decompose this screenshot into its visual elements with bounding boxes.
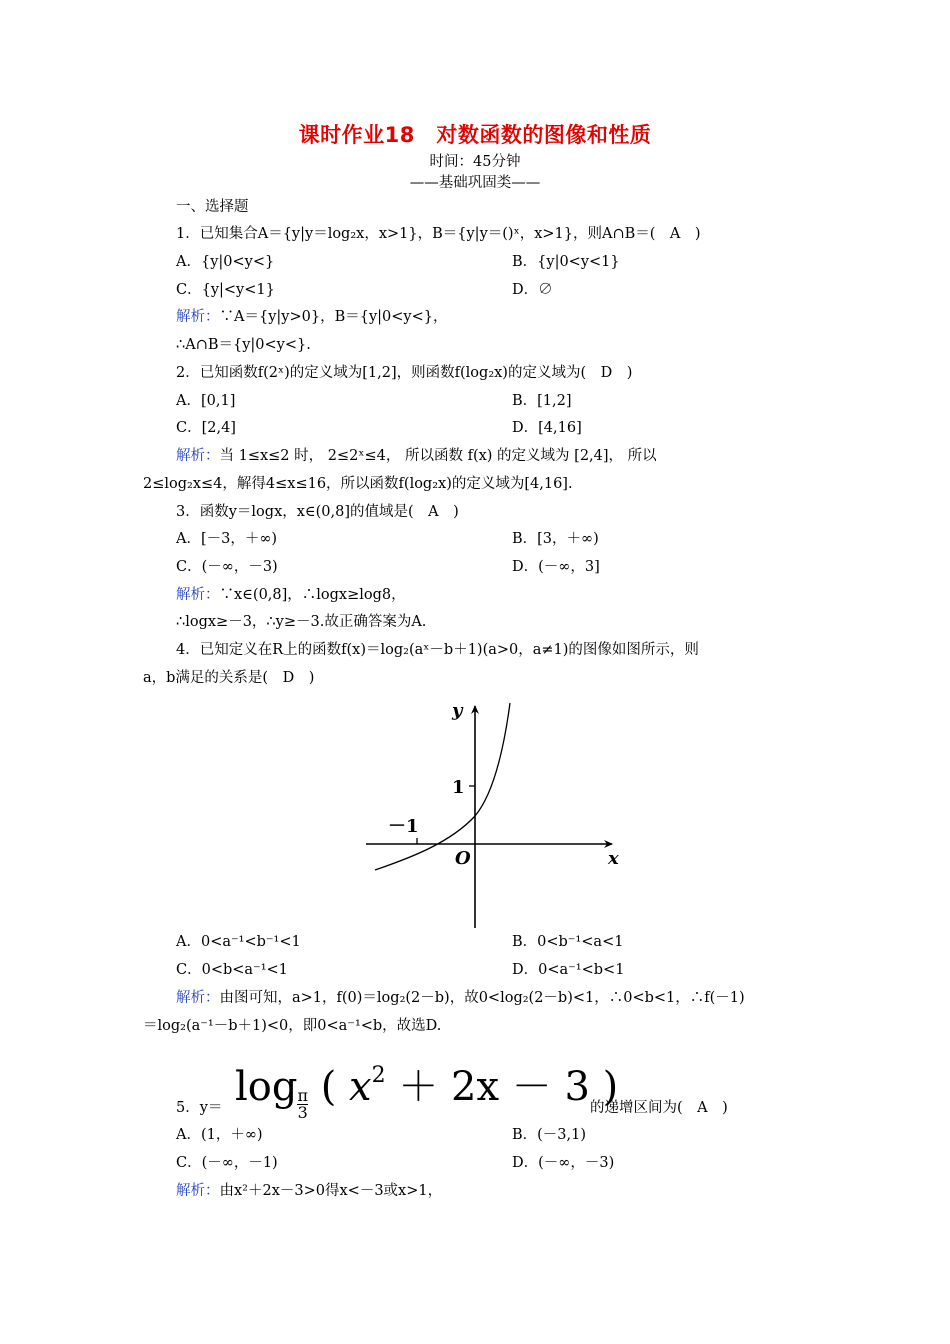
category-heading: ——基础巩固类—— (409, 175, 541, 191)
formula-base-den: 3 (297, 1103, 308, 1122)
q4-analysis-2: ＝log₂(a⁻¹－b＋1)<0，即0<a⁻¹<b，故选D. (143, 1018, 442, 1034)
function-curve (375, 703, 510, 870)
analysis-label: 解析： (176, 448, 220, 464)
q1-stem: 1．已知集合A＝{y|y＝log₂x，x>1}，B＝{y|y＝()ˣ，x>1}，则A∩B＝( A ) (176, 226, 701, 242)
y-axis-label: y (452, 700, 463, 721)
formula-open: ( (320, 1064, 337, 1110)
formula-log: log (235, 1064, 298, 1110)
q3-analysis-text-1: ∵x∈(0,8]，∴logx≥log8， (219, 587, 406, 603)
formula-x: x (349, 1064, 372, 1110)
q4-option-c: C．0<b<a⁻¹<1 (176, 962, 288, 978)
q5-option-c: C．(－∞，－1) (176, 1155, 278, 1171)
formula-base-num: π (297, 1086, 308, 1105)
q1-option-d: D．∅ (512, 282, 553, 298)
section-heading: 一、选择题 (176, 199, 249, 215)
q4-option-a: A．0<a⁻¹<b⁻¹<1 (176, 934, 301, 950)
analysis-label: 解析： (176, 587, 220, 603)
q5-formula (235, 1050, 618, 1121)
q3-stem: 3．函数y＝logx，x∈(0,8]的值域是( A ) (176, 504, 459, 520)
q2-option-c: C．[2,4] (176, 420, 236, 436)
q5-option-b: B．(－3,1) (512, 1127, 587, 1143)
q4-option-b: B．0<b⁻¹<a<1 (512, 934, 624, 950)
analysis-label: 解析： (176, 990, 220, 1006)
q2-option-b: B．[1,2] (512, 393, 572, 409)
q4-stem-2: a，b满足的关系是( D ) (143, 670, 315, 686)
q5-stem-suffix: 的递增区间为( A ) (590, 1100, 728, 1116)
x-axis-label: x (608, 848, 619, 869)
q5-analysis-text-1: 由x²＋2x－3>0得x<－3或x>1， (219, 1183, 443, 1199)
x-tick-label: －1 (388, 816, 419, 837)
q1-analysis-text-1: ∵A＝{y|y>0}，B＝{y|0<y<}， (219, 309, 448, 325)
q4-option-d: D．0<a⁻¹<b<1 (512, 962, 625, 978)
formula-base (297, 1088, 308, 1121)
q2-analysis-text-1: 当 1≤x≤2 时， 2≤2ˣ≤4， 所以函数 f(x) 的定义域为 [2,4]， 所以 (219, 448, 657, 464)
q1-option-a: A．{y|0<y<} (176, 254, 275, 270)
q3-analysis-2: ∴logx≥－3，∴y≥－3.故正确答案为A. (176, 614, 427, 630)
q1-option-b: B．{y|0<y<1} (512, 254, 620, 270)
q3-option-a: A．[－3，＋∞) (176, 531, 278, 547)
q4-stem-1: 4．已知定义在R上的函数f(x)＝log₂(aˣ－b＋1)(a>0，a≠1)的图像如图所示，则 (176, 642, 699, 658)
y-tick-label: 1 (452, 777, 465, 798)
analysis-label: 解析： (176, 309, 220, 325)
q1-analysis-2: ∴A∩B＝{y|0<y<}. (176, 337, 311, 353)
q2-analysis-2: 2≤log₂x≤4，解得4≤x≤16，所以函数f(log₂x)的定义域为[4,16]. (143, 476, 573, 492)
q4-analysis-text-1: 由图可知，a>1，f(0)＝log₂(2－b)，故0<log₂(2－b)<1，∴0<b<1，∴f(－1) (219, 990, 745, 1006)
q4-analysis-1 (176, 988, 745, 1008)
q2-stem: 2．已知函数f(2ˣ)的定义域为[1,2]，则函数f(log₂x)的定义域为( D ) (176, 365, 633, 381)
formula-rest: ＋ 2x － 3 (398, 1064, 590, 1110)
q2-option-a: A．[0,1] (176, 393, 236, 409)
q1-option-c: C．{y|<y<1} (176, 282, 275, 298)
q5-option-a: A．(1，＋∞) (176, 1127, 263, 1143)
origin-label: O (455, 848, 471, 869)
q2-analysis-1 (176, 446, 657, 466)
q1-analysis-1 (176, 307, 447, 327)
time-limit: 时间：45分钟 (429, 154, 521, 170)
formula-exp: 2 (371, 1063, 386, 1088)
q3-analysis-1 (176, 585, 406, 605)
q3-option-d: D．(－∞，3] (512, 559, 600, 575)
q5-analysis-1 (176, 1181, 442, 1201)
q4-function-graph (360, 698, 630, 930)
page-title: 课时作业18 对数函数的图像和性质 (298, 123, 652, 147)
q5-option-d: D．(－∞，－3) (512, 1155, 615, 1171)
formula-close: ) (602, 1064, 619, 1110)
q3-option-c: C．(－∞，－3) (176, 559, 278, 575)
analysis-label: 解析： (176, 1183, 220, 1199)
q5-stem-prefix: 5．y＝ (176, 1100, 223, 1116)
q3-option-b: B．[3，＋∞) (512, 531, 599, 547)
q2-option-d: D．[4,16] (512, 420, 582, 436)
